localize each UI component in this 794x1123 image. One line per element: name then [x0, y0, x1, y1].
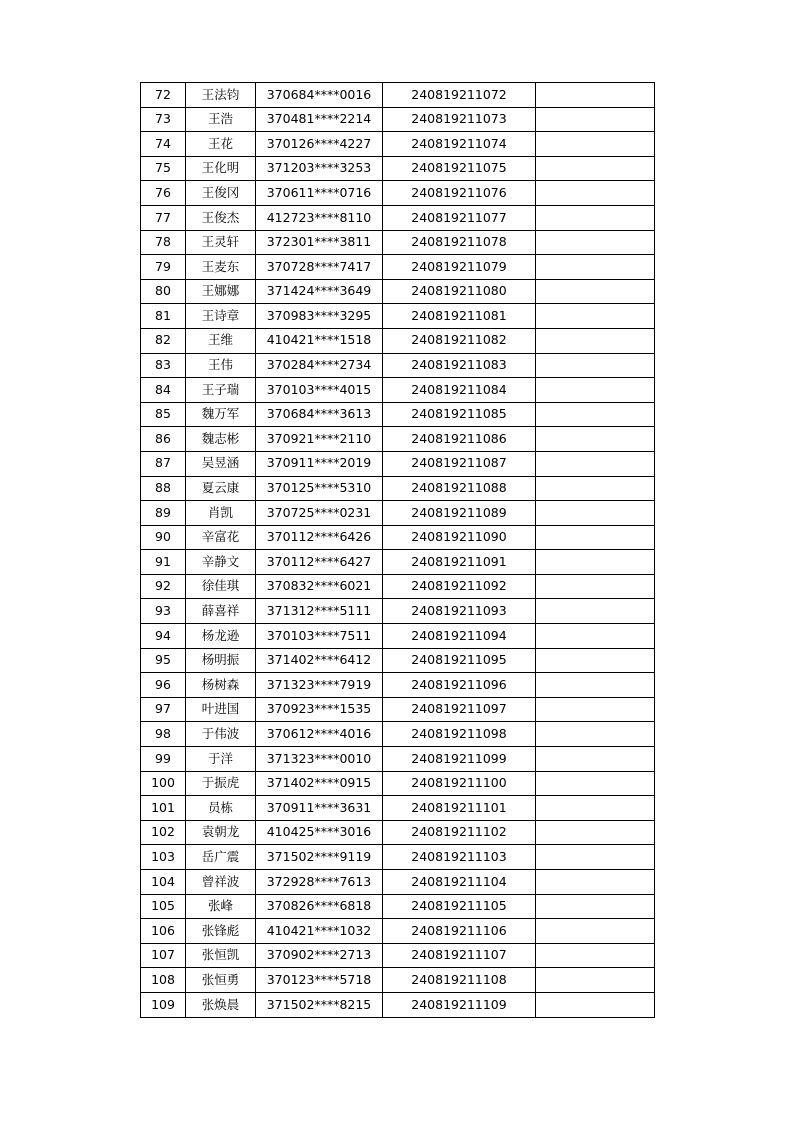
ticket-number-cell: 240819211078 [383, 230, 536, 255]
id-number-cell: 370725****0231 [256, 501, 383, 526]
ticket-number-cell: 240819211073 [383, 107, 536, 132]
row-number-cell: 93 [141, 599, 186, 624]
candidate-name-cell: 杨龙逊 [186, 624, 256, 649]
note-cell [536, 353, 655, 378]
row-number-cell: 80 [141, 279, 186, 304]
ticket-number-cell: 240819211105 [383, 894, 536, 919]
row-number-cell: 105 [141, 894, 186, 919]
note-cell [536, 279, 655, 304]
candidate-name-cell: 王伟 [186, 353, 256, 378]
id-number-cell: 371323****7919 [256, 673, 383, 698]
table-row [141, 525, 655, 550]
candidate-name-cell: 王子瑞 [186, 378, 256, 403]
ticket-number-cell: 240819211088 [383, 476, 536, 501]
candidate-table [140, 82, 655, 1018]
table-row [141, 402, 655, 427]
table-row [141, 255, 655, 280]
id-number-cell: 371502****9119 [256, 845, 383, 870]
id-number-cell: 370902****2713 [256, 943, 383, 968]
row-number-cell: 107 [141, 943, 186, 968]
note-cell [536, 328, 655, 353]
row-number-cell: 81 [141, 304, 186, 329]
table-row [141, 353, 655, 378]
row-number-cell: 77 [141, 205, 186, 230]
table-row [141, 230, 655, 255]
table-row [141, 574, 655, 599]
id-number-cell: 370921****2110 [256, 427, 383, 452]
table-row [141, 771, 655, 796]
ticket-number-cell: 240819211080 [383, 279, 536, 304]
table-row [141, 205, 655, 230]
row-number-cell: 102 [141, 820, 186, 845]
ticket-number-cell: 240819211077 [383, 205, 536, 230]
id-number-cell: 372301****3811 [256, 230, 383, 255]
row-number-cell: 108 [141, 968, 186, 993]
id-number-cell: 370125****5310 [256, 476, 383, 501]
row-number-cell: 104 [141, 870, 186, 895]
table-row [141, 378, 655, 403]
table-row [141, 451, 655, 476]
ticket-number-cell: 240819211087 [383, 451, 536, 476]
note-cell [536, 378, 655, 403]
candidate-name-cell: 王维 [186, 328, 256, 353]
candidate-name-cell: 王花 [186, 132, 256, 157]
note-cell [536, 304, 655, 329]
candidate-name-cell: 袁朝龙 [186, 820, 256, 845]
table-row [141, 501, 655, 526]
ticket-number-cell: 240819211100 [383, 771, 536, 796]
id-number-cell: 370832****6021 [256, 574, 383, 599]
note-cell [536, 550, 655, 575]
note-cell [536, 845, 655, 870]
ticket-number-cell: 240819211107 [383, 943, 536, 968]
id-number-cell: 371402****6412 [256, 648, 383, 673]
id-number-cell: 370123****5718 [256, 968, 383, 993]
ticket-number-cell: 240819211104 [383, 870, 536, 895]
table-row [141, 796, 655, 821]
table-row [141, 697, 655, 722]
candidate-name-cell: 杨树森 [186, 673, 256, 698]
table-row [141, 328, 655, 353]
note-cell [536, 181, 655, 206]
table-row [141, 181, 655, 206]
candidate-name-cell: 张峰 [186, 894, 256, 919]
ticket-number-cell: 240819211079 [383, 255, 536, 280]
id-number-cell: 370126****4227 [256, 132, 383, 157]
candidate-name-cell: 辛静文 [186, 550, 256, 575]
note-cell [536, 427, 655, 452]
row-number-cell: 84 [141, 378, 186, 403]
row-number-cell: 83 [141, 353, 186, 378]
id-number-cell: 370826****6818 [256, 894, 383, 919]
table-row [141, 83, 655, 108]
candidate-name-cell: 王化明 [186, 156, 256, 181]
row-number-cell: 89 [141, 501, 186, 526]
ticket-number-cell: 240819211095 [383, 648, 536, 673]
table-row [141, 599, 655, 624]
id-number-cell: 370728****7417 [256, 255, 383, 280]
row-number-cell: 92 [141, 574, 186, 599]
ticket-number-cell: 240819211094 [383, 624, 536, 649]
id-number-cell: 370284****2734 [256, 353, 383, 378]
candidate-name-cell: 夏云康 [186, 476, 256, 501]
row-number-cell: 87 [141, 451, 186, 476]
ticket-number-cell: 240819211085 [383, 402, 536, 427]
id-number-cell: 370611****0716 [256, 181, 383, 206]
candidate-name-cell: 魏志彬 [186, 427, 256, 452]
candidate-name-cell: 王法钧 [186, 83, 256, 108]
id-number-cell: 371424****3649 [256, 279, 383, 304]
id-number-cell: 370684****3613 [256, 402, 383, 427]
table-row [141, 870, 655, 895]
table-row [141, 427, 655, 452]
candidate-name-cell: 杨明振 [186, 648, 256, 673]
note-cell [536, 574, 655, 599]
id-number-cell: 371312****5111 [256, 599, 383, 624]
candidate-name-cell: 王麦东 [186, 255, 256, 280]
candidate-name-cell: 员栋 [186, 796, 256, 821]
table-row [141, 304, 655, 329]
table-row [141, 550, 655, 575]
row-number-cell: 86 [141, 427, 186, 452]
note-cell [536, 796, 655, 821]
note-cell [536, 83, 655, 108]
note-cell [536, 919, 655, 944]
note-cell [536, 476, 655, 501]
id-number-cell: 370983****3295 [256, 304, 383, 329]
note-cell [536, 132, 655, 157]
id-number-cell: 412723****8110 [256, 205, 383, 230]
note-cell [536, 722, 655, 747]
candidate-name-cell: 于洋 [186, 747, 256, 772]
note-cell [536, 107, 655, 132]
note-cell [536, 624, 655, 649]
note-cell [536, 205, 655, 230]
row-number-cell: 91 [141, 550, 186, 575]
id-number-cell: 410421****1518 [256, 328, 383, 353]
ticket-number-cell: 240819211092 [383, 574, 536, 599]
ticket-number-cell: 240819211103 [383, 845, 536, 870]
row-number-cell: 98 [141, 722, 186, 747]
candidate-name-cell: 张焕晨 [186, 992, 256, 1017]
row-number-cell: 90 [141, 525, 186, 550]
row-number-cell: 78 [141, 230, 186, 255]
id-number-cell: 371323****0010 [256, 747, 383, 772]
candidate-name-cell: 叶进国 [186, 697, 256, 722]
candidate-name-cell: 辛富花 [186, 525, 256, 550]
ticket-number-cell: 240819211084 [383, 378, 536, 403]
id-number-cell: 370112****6426 [256, 525, 383, 550]
candidate-name-cell: 王俊杰 [186, 205, 256, 230]
ticket-number-cell: 240819211108 [383, 968, 536, 993]
note-cell [536, 230, 655, 255]
row-number-cell: 82 [141, 328, 186, 353]
row-number-cell: 79 [141, 255, 186, 280]
candidate-name-cell: 王诗章 [186, 304, 256, 329]
row-number-cell: 97 [141, 697, 186, 722]
row-number-cell: 96 [141, 673, 186, 698]
table-row [141, 624, 655, 649]
note-cell [536, 599, 655, 624]
note-cell [536, 820, 655, 845]
id-number-cell: 370103****4015 [256, 378, 383, 403]
table-row [141, 919, 655, 944]
ticket-number-cell: 240819211089 [383, 501, 536, 526]
note-cell [536, 747, 655, 772]
note-cell [536, 771, 655, 796]
note-cell [536, 156, 655, 181]
table-row [141, 845, 655, 870]
ticket-number-cell: 240819211075 [383, 156, 536, 181]
ticket-number-cell: 240819211093 [383, 599, 536, 624]
note-cell [536, 697, 655, 722]
table-row [141, 132, 655, 157]
id-number-cell: 370911****2019 [256, 451, 383, 476]
id-number-cell: 370481****2214 [256, 107, 383, 132]
row-number-cell: 103 [141, 845, 186, 870]
row-number-cell: 88 [141, 476, 186, 501]
candidate-table-body [141, 83, 655, 1018]
note-cell [536, 255, 655, 280]
candidate-name-cell: 张恒凯 [186, 943, 256, 968]
row-number-cell: 100 [141, 771, 186, 796]
note-cell [536, 525, 655, 550]
candidate-name-cell: 吴昱涵 [186, 451, 256, 476]
ticket-number-cell: 240819211090 [383, 525, 536, 550]
table-row [141, 107, 655, 132]
ticket-number-cell: 240819211074 [383, 132, 536, 157]
ticket-number-cell: 240819211099 [383, 747, 536, 772]
candidate-name-cell: 徐佳琪 [186, 574, 256, 599]
ticket-number-cell: 240819211091 [383, 550, 536, 575]
ticket-number-cell: 240819211106 [383, 919, 536, 944]
ticket-number-cell: 240819211076 [383, 181, 536, 206]
id-number-cell: 370911****3631 [256, 796, 383, 821]
candidate-name-cell: 王灵轩 [186, 230, 256, 255]
note-cell [536, 451, 655, 476]
row-number-cell: 101 [141, 796, 186, 821]
table-row [141, 894, 655, 919]
table-row [141, 156, 655, 181]
id-number-cell: 371203****3253 [256, 156, 383, 181]
table-row [141, 943, 655, 968]
row-number-cell: 85 [141, 402, 186, 427]
ticket-number-cell: 240819211102 [383, 820, 536, 845]
candidate-name-cell: 王浩 [186, 107, 256, 132]
ticket-number-cell: 240819211072 [383, 83, 536, 108]
candidate-name-cell: 王娜娜 [186, 279, 256, 304]
table-row [141, 279, 655, 304]
row-number-cell: 109 [141, 992, 186, 1017]
id-number-cell: 371402****0915 [256, 771, 383, 796]
candidate-name-cell: 薛喜祥 [186, 599, 256, 624]
note-cell [536, 943, 655, 968]
ticket-number-cell: 240819211081 [383, 304, 536, 329]
candidate-name-cell: 张恒勇 [186, 968, 256, 993]
note-cell [536, 402, 655, 427]
table-row [141, 673, 655, 698]
ticket-number-cell: 240819211082 [383, 328, 536, 353]
row-number-cell: 75 [141, 156, 186, 181]
note-cell [536, 894, 655, 919]
table-row [141, 968, 655, 993]
ticket-number-cell: 240819211083 [383, 353, 536, 378]
note-cell [536, 648, 655, 673]
candidate-name-cell: 王俊冈 [186, 181, 256, 206]
candidate-name-cell: 曾祥波 [186, 870, 256, 895]
row-number-cell: 99 [141, 747, 186, 772]
ticket-number-cell: 240819211101 [383, 796, 536, 821]
id-number-cell: 370112****6427 [256, 550, 383, 575]
table-row [141, 476, 655, 501]
note-cell [536, 870, 655, 895]
id-number-cell: 370612****4016 [256, 722, 383, 747]
row-number-cell: 94 [141, 624, 186, 649]
row-number-cell: 73 [141, 107, 186, 132]
ticket-number-cell: 240819211098 [383, 722, 536, 747]
table-row [141, 747, 655, 772]
candidate-name-cell: 于伟波 [186, 722, 256, 747]
row-number-cell: 95 [141, 648, 186, 673]
ticket-number-cell: 240819211086 [383, 427, 536, 452]
table-row [141, 992, 655, 1017]
note-cell [536, 501, 655, 526]
ticket-number-cell: 240819211097 [383, 697, 536, 722]
candidate-name-cell: 于振虎 [186, 771, 256, 796]
id-number-cell: 370684****0016 [256, 83, 383, 108]
candidate-name-cell: 岳广震 [186, 845, 256, 870]
row-number-cell: 74 [141, 132, 186, 157]
ticket-number-cell: 240819211096 [383, 673, 536, 698]
ticket-number-cell: 240819211109 [383, 992, 536, 1017]
row-number-cell: 76 [141, 181, 186, 206]
id-number-cell: 370103****7511 [256, 624, 383, 649]
candidate-name-cell: 张锋彪 [186, 919, 256, 944]
table-row [141, 722, 655, 747]
id-number-cell: 410425****3016 [256, 820, 383, 845]
note-cell [536, 968, 655, 993]
candidate-name-cell: 魏万军 [186, 402, 256, 427]
candidate-name-cell: 肖凯 [186, 501, 256, 526]
id-number-cell: 370923****1535 [256, 697, 383, 722]
note-cell [536, 992, 655, 1017]
id-number-cell: 372928****7613 [256, 870, 383, 895]
row-number-cell: 106 [141, 919, 186, 944]
id-number-cell: 410421****1032 [256, 919, 383, 944]
id-number-cell: 371502****8215 [256, 992, 383, 1017]
table-row [141, 648, 655, 673]
note-cell [536, 673, 655, 698]
row-number-cell: 72 [141, 83, 186, 108]
table-row [141, 820, 655, 845]
